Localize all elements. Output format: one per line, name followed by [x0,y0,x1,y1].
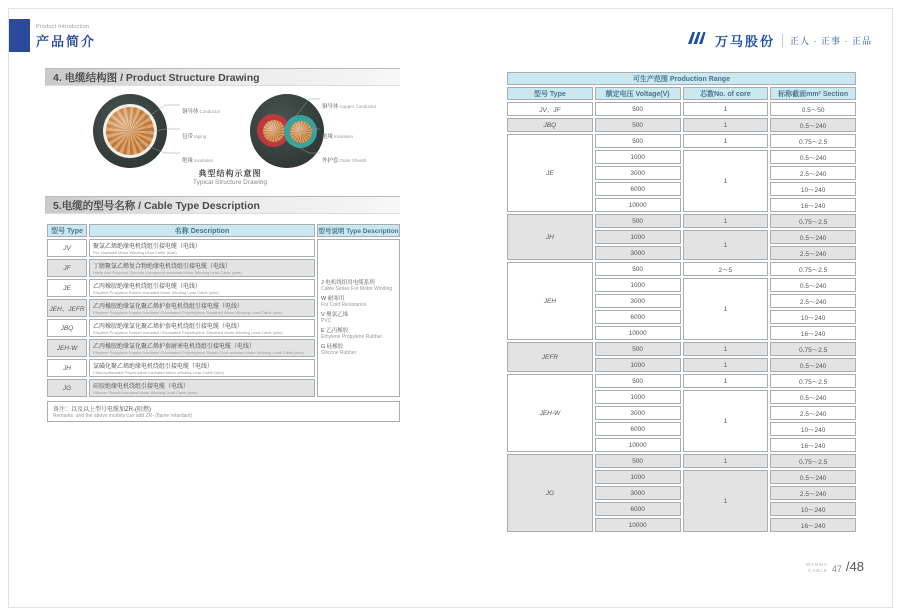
production-section-range: 0.75～2.5 [770,342,856,356]
production-voltage: 1000 [595,278,681,292]
col-header-type-description: 型号说明 Type Description [317,224,400,237]
production-voltage: 500 [595,134,681,148]
production-type: JEH-W [507,374,593,452]
production-voltage: 1000 [595,150,681,164]
cable2-label-insulation: 绝缘insulation [322,134,354,140]
production-core-count: 1 [683,390,769,452]
production-section-range: 0.5～240 [770,230,856,244]
production-core-count: 1 [683,454,769,468]
type-desc-line-en: Silicone Rubber [321,350,357,356]
production-section-range: 0.5～50 [770,102,856,116]
remark-cn: 备注：以及以上型号电缆加ZR-(阻燃) [53,407,151,413]
cable1-label-insulation: 绝缘insulation [182,158,214,164]
header-accent-block [9,19,30,52]
production-core-count: 1 [683,102,769,116]
col-header-description: 名称 Description [89,224,315,237]
production-voltage: 6000 [595,422,681,436]
description-cn: 乙丙橡胶绝缘氯化聚乙烯护套耐寒电机绕组引接电缆（电线） [93,344,256,350]
production-row [507,262,856,276]
cable-type-code: JF [47,259,87,277]
description-cn: 乙丙橡胶绝缘电机绕组引接电缆（电线） [93,284,202,290]
cable-type-header-row [47,224,400,237]
production-voltage: 500 [595,102,681,116]
production-core-count: 1 [683,134,769,148]
production-range-table [505,70,858,534]
cable-type-code: JV [47,239,87,257]
cable-type-description [89,279,315,297]
cable-type-code: JE [47,279,87,297]
cable1-label-conductor: 铜导体Conductor [182,109,221,115]
production-voltage: 10000 [595,438,681,452]
production-voltage: 500 [595,214,681,228]
production-voltage: 6000 [595,502,681,516]
production-range-title: 可生产范围 Production Range [507,72,856,85]
production-section-range: 16～240 [770,198,856,212]
production-voltage: 3000 [595,246,681,260]
cable-type-description [89,259,315,277]
brand-bar [686,31,872,50]
description-en: Nitrile And Polyvinyl Chloride Compound Insulated Motor Winding Lead Cable (wire) [93,270,242,275]
production-core-count: 1 [683,118,769,132]
production-section-range: 10～240 [770,182,856,196]
production-section-range: 2.5～240 [770,166,856,180]
production-voltage: 1000 [595,390,681,404]
page-number: 47 [831,564,842,574]
production-type: JBQ [507,118,593,132]
production-section-range: 10～240 [770,422,856,436]
production-section-range: 16～240 [770,438,856,452]
production-row [507,118,856,132]
production-voltage: 6000 [595,182,681,196]
page-footer [806,559,864,574]
production-title-row [507,72,856,85]
footer-brand: WANMA CABLE [805,562,828,574]
header-eyebrow: Product Introduction [36,24,90,30]
structure-drawing [45,88,400,196]
remark-en: Remarks: and the above models can add ZR- (flame retardant) [53,413,193,419]
production-core-count: 1 [683,278,769,340]
production-row [507,102,856,116]
col-header-type: 型号 Type [47,224,87,237]
production-section-range: 0.75～2.5 [770,134,856,148]
cable-type-description [89,339,315,357]
description-cn: 硅胶绝缘电机绕组引接电缆（电线） [93,384,190,390]
col-header-cores: 芯数No. of core [683,87,769,100]
production-row [507,214,856,228]
production-type: JH [507,214,593,260]
description-en: Silicone Sheath Insulated Motor Winding Lead Cable (wire) [93,390,198,395]
cable-type-table-section [45,222,400,422]
production-core-count: 1 [683,470,769,532]
production-section-range: 0.5～240 [770,470,856,484]
cable-type-code: JEH、JEFR [47,299,87,317]
production-voltage: 500 [595,454,681,468]
description-en: Ethylene Propylene Rubber Insulated Chlorinated Polyethylene Sheathed Motor Winding Lead Cable (wire) [93,330,283,335]
section5-title: 5.电缆的型号名称 / Cable Type Description [45,196,400,214]
production-voltage: 500 [595,262,681,276]
type-desc-line-cn: W 耐寒用 [321,296,345,302]
production-core-count: 1 [683,342,769,356]
production-core-count: 1 [683,374,769,388]
type-desc-line-cn: E 乙丙橡胶 [321,328,349,334]
cable-type-table [45,222,402,399]
section4-title: 4. 电缆结构图 / Product Structure Drawing [45,68,400,86]
production-type: JG [507,454,593,532]
production-core-count: 1 [683,150,769,212]
production-section-range: 0.75～2.5 [770,454,856,468]
production-section-range: 0.5～240 [770,118,856,132]
production-core-count: 1 [683,214,769,228]
production-voltage: 10000 [595,326,681,340]
cable-type-description [89,299,315,317]
production-section-range: 16～240 [770,326,856,340]
brand-divider [782,34,783,47]
description-cn: 氯磺化聚乙烯绝缘电机绕组引接电缆（电线） [93,364,214,370]
brand-slogan: 正人 · 正事 · 正品 [790,36,872,46]
production-row [507,134,856,148]
type-desc-line-cn: V 聚氯乙烯 [321,312,349,318]
cable-type-code: JEH-W [47,339,87,357]
production-section-range: 0.5～240 [770,390,856,404]
production-voltage: 1000 [595,358,681,372]
production-section-range: 0.5～240 [770,358,856,372]
cable2-label-outer-sheath: 外护套Outer Sheath [322,158,367,164]
production-section-range: 10～240 [770,310,856,324]
production-header-row [507,87,856,100]
description-en: Chlorosulfonated Polyethylene Insulated Motor Winding Lead Cable (wire) [93,370,225,375]
cable-type-description [89,239,315,257]
type-description-cell [317,239,400,397]
description-en: Ethylene Propylene Rubber Insulated Chlorinated Polyethylene Sheathed Motor Winding Lead Cable (wire) [93,310,283,315]
production-core-count: 2～5 [683,262,769,276]
description-cn: 乙丙橡胶绝缘氯化聚乙烯护套电机绕组引接电缆（电线） [93,304,244,310]
production-section-range: 10～240 [770,502,856,516]
cable-type-description [89,319,315,337]
production-voltage: 500 [595,374,681,388]
production-voltage: 6000 [595,310,681,324]
production-section-range: 0.75～2.5 [770,262,856,276]
production-section-range: 0.5～240 [770,150,856,164]
description-en: Ethylene Propylene Rubber Insulated Motor Winding Lead Cable (wire) [93,290,219,295]
production-voltage: 3000 [595,486,681,500]
production-voltage: 3000 [595,294,681,308]
cable-type-description [89,359,315,377]
production-section-range: 2.5～240 [770,294,856,308]
description-en: Pvc Insulated Motor Winding Lead Cable (wire) [93,250,177,255]
page-total: /48 [845,559,864,574]
production-voltage: 10000 [595,518,681,532]
cable1-label-taping: 包带taping [182,134,207,140]
type-desc-line-en: PVC [321,318,332,324]
wanma-logo-icon [686,31,708,50]
remark-box [47,401,400,422]
production-section-range: 0.75～2.5 [770,374,856,388]
production-row [507,454,856,468]
description-cn: 聚氯乙烯绝缘电机绕组引接电缆（电线） [93,244,202,250]
type-desc-line-en: For Cold Resistance [321,302,367,308]
brand-name: 万马股份 [714,34,775,49]
production-section-range: 2.5～240 [770,486,856,500]
production-type: JEFR [507,342,593,372]
production-voltage: 3000 [595,406,681,420]
production-section-range: 16～240 [770,518,856,532]
cable-type-code: JBQ [47,319,87,337]
production-voltage: 3000 [595,166,681,180]
cable-type-description [89,379,315,397]
type-desc-line-en: Ethylene Propylene Rubber [321,334,383,340]
production-section-range: 0.5～240 [770,278,856,292]
production-voltage: 1000 [595,230,681,244]
production-voltage: 1000 [595,470,681,484]
cable2-label-conductor: 铜导体Copper Conductor [322,104,377,110]
production-core-count: 1 [683,230,769,260]
production-voltage: 500 [595,342,681,356]
cable-type-code: JH [47,359,87,377]
col-header-voltage: 额定电压 Voltage(V) [595,87,681,100]
production-section-range: 0.75～2.5 [770,214,856,228]
production-row [507,374,856,388]
page-title: 产品简介 [36,34,97,49]
production-type: JEH [507,262,593,340]
type-desc-line-cn: J 电机绕组用电缆系列 [321,280,375,286]
description-cn: 乙丙橡胶绝缘氯化聚乙烯护套电机绕组引接电缆（电线） [93,324,244,330]
production-range-section [505,70,860,534]
production-core-count: 1 [683,358,769,372]
col-header-section: 标称截面mm² Section [770,87,856,100]
production-section-range: 2.5～240 [770,246,856,260]
production-voltage: 10000 [595,198,681,212]
type-desc-line-cn: G 硅橡胶 [321,344,344,350]
drawing-caption: 典型结构示意图 Typical Structure Drawing [192,169,268,186]
col-header-prod-type: 型号 Type [507,87,593,100]
description-en: Ethylene Propylene Rubber Insulated Chlorinated Polyethylene Sheath Cold-resistant Motor Winding Lead Cable (wire) [93,350,305,355]
production-type: JE [507,134,593,212]
production-voltage: 500 [595,118,681,132]
cable-type-code: JG [47,379,87,397]
production-section-range: 2.5～240 [770,406,856,420]
cable-type-row [47,239,400,257]
description-cn: 丁腈聚氯乙烯复合物绝缘电机绕组引接电缆（电线） [93,264,232,270]
production-type: JV、JF [507,102,593,116]
production-row [507,342,856,356]
type-desc-line-en: Cable Series For Motor Winding [321,286,393,292]
